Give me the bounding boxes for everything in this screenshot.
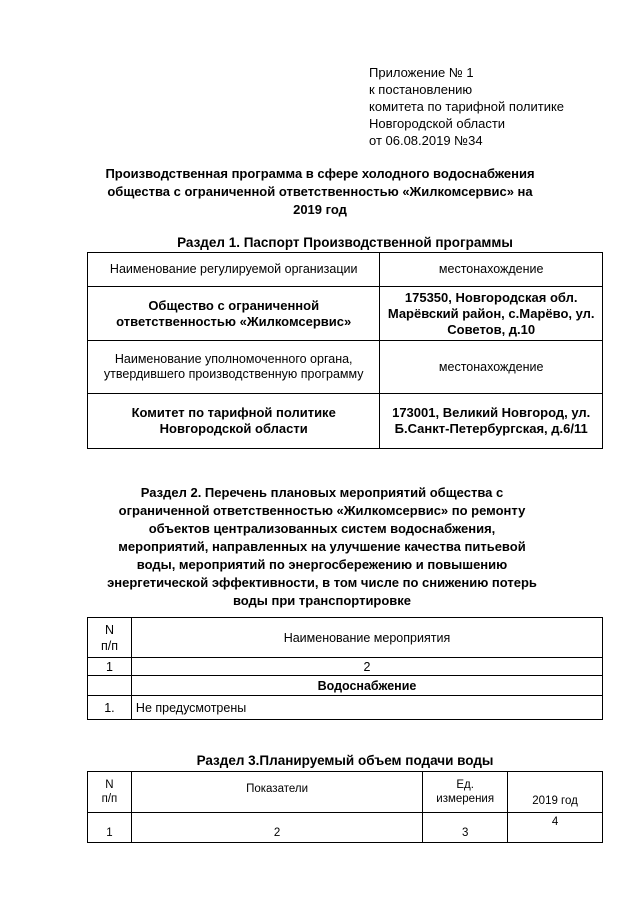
section2-line: мероприятий, направленных на улучшение качества питьевой	[118, 539, 526, 554]
table-cell: 2019 год	[508, 772, 603, 813]
table-cell	[88, 618, 132, 658]
table-cell: 2	[131, 658, 602, 676]
section2-line: ограниченной ответственностью «Жилкомсервис» по ремонту	[118, 503, 526, 518]
header-text: п/п	[100, 638, 118, 653]
table-cell: 1	[88, 658, 132, 676]
table-cell: Не предусмотрены	[131, 696, 602, 720]
table-row	[88, 618, 603, 658]
table-row	[88, 696, 603, 720]
section2-heading	[74, 484, 570, 610]
header-text: Ед.	[456, 779, 474, 791]
table-cell: 4	[508, 813, 603, 843]
passport-table	[87, 252, 603, 449]
table-cell: 173001, Великий Новгород, ул. Б.Санкт-Петербургская, д.6/11	[380, 394, 603, 449]
table-cell: Наименование мероприятия	[131, 618, 602, 658]
table-row	[88, 772, 603, 813]
table-row	[88, 253, 603, 287]
annex-block	[369, 64, 564, 149]
table-cell: местонахождение	[380, 341, 603, 394]
section1-heading: Раздел 1. Паспорт Производственной программы	[177, 235, 513, 250]
section2-line: энергетической эффективности, в том числе по снижению потерь	[107, 575, 537, 590]
table-cell	[423, 772, 508, 813]
table-cell	[88, 676, 132, 696]
table-row	[88, 287, 603, 341]
table-cell: 1	[88, 813, 132, 843]
title-line: общества с ограниченной ответственностью «Жилкомсервис» на	[107, 184, 533, 199]
section2-line: воды при транспортировке	[232, 593, 412, 608]
table-cell: Наименование регулируемой организации	[88, 253, 380, 287]
header-text: измерения	[436, 793, 495, 805]
table-cell: Водоснабжение	[131, 676, 602, 696]
table-row	[88, 676, 603, 696]
table-cell: 1.	[88, 696, 132, 720]
table-row	[88, 813, 603, 843]
title-line: 2019 год	[293, 202, 347, 217]
table-cell: местонахождение	[380, 253, 603, 287]
title-line: Производственная программа в сфере холодного водоснабжения	[105, 166, 535, 181]
table-cell: 2	[131, 813, 422, 843]
section3-heading: Раздел 3.Планируемый объем подачи воды	[196, 753, 494, 768]
table-row	[88, 394, 603, 449]
table-row	[88, 341, 603, 394]
table-cell: 175350, Новгородская обл. Марёвский район, с.Марёво, ул. Советов, д.10	[380, 287, 603, 341]
annex-line: комитета по тарифной политике	[369, 99, 565, 114]
section2-line: объектов централизованных систем водоснабжения,	[148, 521, 496, 536]
header-text: п/п	[101, 793, 118, 805]
section2-line: воды, мероприятий по энергосбережению и повышению	[136, 557, 508, 572]
table-cell: Показатели	[131, 772, 422, 813]
table-cell: Общество с ограниченной ответственностью «Жилкомсервис»	[88, 287, 380, 341]
table-row	[88, 658, 603, 676]
measures-table	[87, 617, 603, 720]
section2-line: Раздел 2. Перечень плановых мероприятий общества с	[140, 485, 504, 500]
annex-line: Приложение № 1	[369, 65, 474, 80]
annex-line: Новгородской области	[369, 116, 506, 131]
annex-line: от 06.08.2019 №34	[369, 133, 483, 148]
table-cell: Комитет по тарифной политике Новгородской области	[88, 394, 380, 449]
annex-line: к постановлению	[369, 82, 473, 97]
table-cell: Наименование уполномоченного органа, утвердившего производственную программу	[88, 341, 380, 394]
table-cell	[88, 772, 132, 813]
header-text: N	[105, 779, 114, 791]
document-title	[60, 165, 580, 219]
header-text: N	[104, 622, 114, 637]
table-cell: 3	[423, 813, 508, 843]
water-volume-table	[87, 771, 603, 843]
